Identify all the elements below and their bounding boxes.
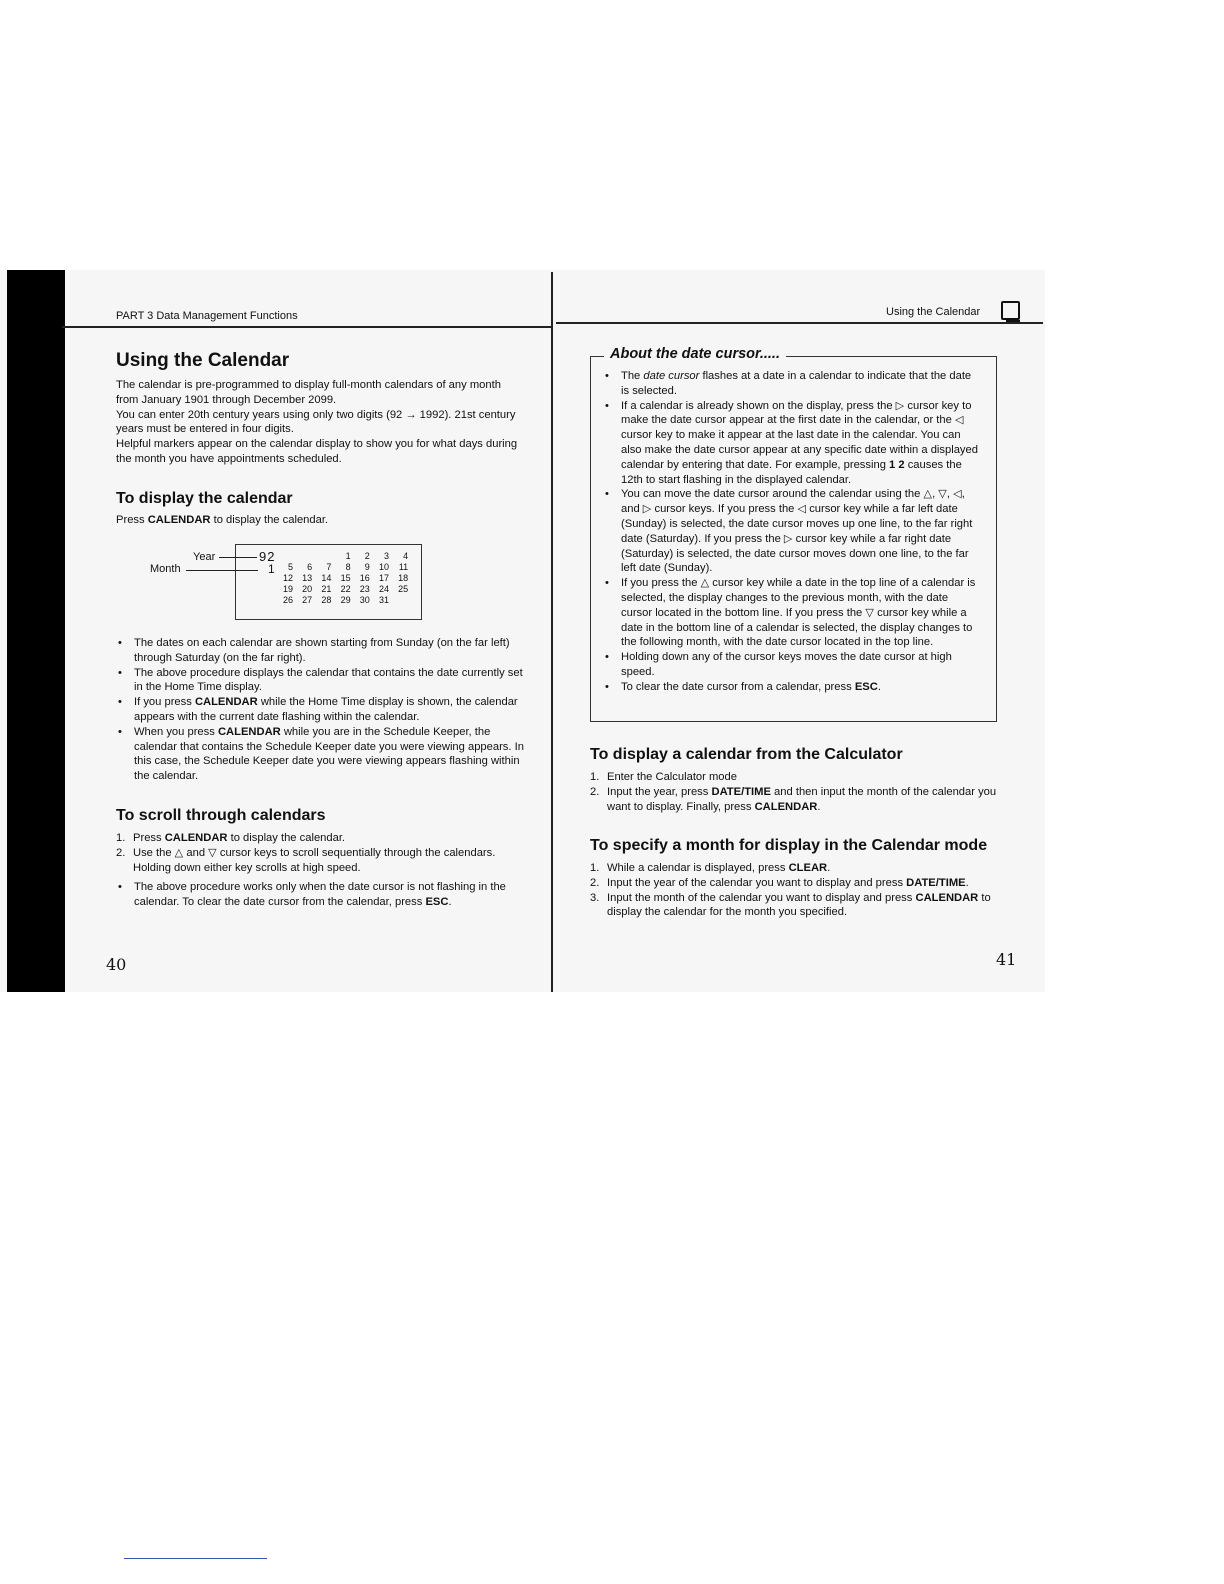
scan-edge-shadow — [7, 270, 65, 992]
calendar-date: 14 — [321, 573, 332, 583]
left-header-rule — [62, 326, 552, 328]
step-item: 2. Input the year of the calendar you want to display and press DATE/TIME. — [590, 876, 969, 889]
note-item: • If a calendar is already shown on the display, press the ▷ cursor key to make the date cursor appear at the first date in the calendar, or the ◁ cursor key to make it appear at the last date in the calendar. You can also make the date cursor appear at any specific date within a displayed calendar by entering that date. For example, pressing 1 2 causes the 12th to start flashing in the displayed calendar. — [603, 399, 979, 488]
year-leader-line — [219, 557, 257, 558]
footnote-rule — [124, 1558, 267, 1559]
key-calendar: CALENDAR — [147, 514, 211, 526]
left-running-header: PART 3 Data Management Functions — [116, 310, 298, 322]
calendar-date: 13 — [302, 573, 313, 583]
note-item: • You can move the date cursor around the calendar using the △, ▽, ◁, and ▷ cursor keys. If you press the ◁ cursor key while a far left date (Sunday) is selected, the date cursor moves up one line, to the far right date (Saturday). If you press the ▷ cursor key while a far right date (Saturday) is selected, the date cursor moves down one line, to the far left date (Sunday). — [603, 487, 979, 576]
calendar-date: 15 — [340, 573, 351, 583]
month-value: 1 — [268, 562, 275, 576]
calendar-date: 11 — [398, 562, 409, 572]
step-item: 1. Press CALENDAR to display the calendar. — [116, 832, 346, 844]
note-item: • The above procedure works only when the date cursor is not flashing in the calendar. To clear the date cursor from the calendar, press ESC. — [116, 880, 528, 910]
scroll-steps — [116, 831, 528, 910]
calendar-date: 9 — [364, 562, 370, 572]
year-value: 92 — [259, 549, 276, 564]
specify-month-steps — [590, 861, 1000, 920]
calendar-date: 17 — [378, 573, 389, 583]
calendar-page-icon — [1001, 301, 1020, 320]
step-item: 3. Input the month of the calendar you want to display and press CALENDAR to display the calendar for the month you specified. — [590, 891, 991, 919]
note-item: • Holding down any of the cursor keys moves the date cursor at high speed. — [603, 650, 979, 680]
page-number-left: 40 — [106, 955, 127, 974]
page-number-right: 41 — [996, 950, 1017, 969]
calendar-date: 27 — [302, 595, 313, 605]
calendar-date: 20 — [302, 584, 313, 594]
section-heading-calculator: To display a calendar from the Calculator — [590, 746, 903, 763]
display-notes — [116, 636, 526, 784]
page-title: Using the Calendar — [116, 350, 290, 371]
calendar-date: 16 — [359, 573, 370, 583]
calendar-date: 7 — [326, 562, 332, 572]
calendar-date: 24 — [378, 584, 389, 594]
intro-text — [116, 378, 526, 467]
calendar-date: 25 — [398, 584, 409, 594]
calendar-date: 23 — [359, 584, 370, 594]
calendar-date: 26 — [282, 595, 293, 605]
right-header-rule — [556, 322, 1043, 324]
note-item: • The date cursor flashes at a date in a calendar to indicate that the date is selected. — [603, 369, 979, 399]
calendar-date: 29 — [340, 595, 351, 605]
note-item: • If you press CALENDAR while the Home Time display is shown, the calendar appears with the current date flashing within the calendar. — [116, 695, 526, 725]
display-instruction: Press CALENDAR to display the calendar. — [116, 514, 329, 526]
note-item: • When you press CALENDAR while you are in the Schedule Keeper, the calendar that contains the Schedule Keeper date you were viewing appears. In this case, the Schedule Keeper date you were viewing appears flashing within the calendar. — [116, 725, 526, 784]
section-heading-specify-month: To specify a month for display in the Calendar mode — [590, 837, 988, 854]
step-item: 2. Input the year, press DATE/TIME and then input the month of the calendar you want to display. Finally, press CALENDAR. — [590, 785, 997, 813]
intro-paragraph: The calendar is pre-programmed to display full-month calendars of any month from January 1901 through December 2099. — [116, 379, 501, 406]
info-box-bullets — [603, 369, 979, 695]
calendar-date: 2 — [364, 551, 370, 561]
calendar-date: 28 — [321, 595, 332, 605]
calendar-date: 30 — [359, 595, 370, 605]
month-label: Month — [150, 563, 181, 575]
step-item: 1. While a calendar is displayed, press CLEAR. — [590, 862, 831, 874]
section-heading-scroll: To scroll through calendars — [116, 807, 326, 824]
calendar-date: 6 — [307, 562, 313, 572]
note-item: • The dates on each calendar are shown starting from Sunday (on the far left) through Saturday (on the far right). — [116, 636, 526, 666]
calendar-date: 22 — [340, 584, 351, 594]
calendar-date: 12 — [282, 573, 293, 583]
intro-paragraph: You can enter 20th century years using only two digits (92 → 1992). 21st century years must be entered in four digits. — [116, 408, 516, 436]
calendar-date: 18 — [398, 573, 409, 583]
calendar-date: 19 — [282, 584, 293, 594]
calendar-date: 3 — [383, 551, 389, 561]
calendar-date: 5 — [287, 562, 293, 572]
month-leader-line — [186, 570, 258, 571]
step-item: 2. Use the △ and ▽ cursor keys to scroll sequentially through the calendars. Holding down either key scrolls at high speed. — [116, 846, 496, 874]
note-item: • The above procedure displays the calendar that contains the date currently set in the Home Time display. — [116, 666, 526, 696]
book-gutter — [551, 272, 553, 992]
calculator-steps — [590, 770, 1000, 814]
year-label: Year — [193, 551, 216, 563]
section-heading-display: To display the calendar — [116, 490, 293, 507]
calendar-date: 1 — [345, 551, 351, 561]
calendar-date: 8 — [345, 562, 351, 572]
info-box-title: About the date cursor..... — [604, 346, 786, 362]
calendar-date: 21 — [321, 584, 332, 594]
calendar-date: 31 — [378, 595, 389, 605]
intro-paragraph: Helpful markers appear on the calendar display to show you for what days during the month you have appointments scheduled. — [116, 438, 518, 465]
right-running-header: Using the Calendar — [886, 306, 981, 318]
calendar-date: 10 — [378, 562, 389, 572]
calendar-date: 4 — [403, 551, 409, 561]
note-item: • To clear the date cursor from a calendar, press ESC. — [603, 680, 979, 695]
step-item: 1. Enter the Calculator mode — [590, 771, 737, 783]
note-item: • If you press the △ cursor key while a date in the top line of a calendar is selected, the display changes to the previous month, with the date cursor located in the bottom line. If you press the ▽ cursor key while a date in the bottom line of a calendar is selected, the display changes to the following month, with the date cursor located in the top line. — [603, 576, 979, 650]
